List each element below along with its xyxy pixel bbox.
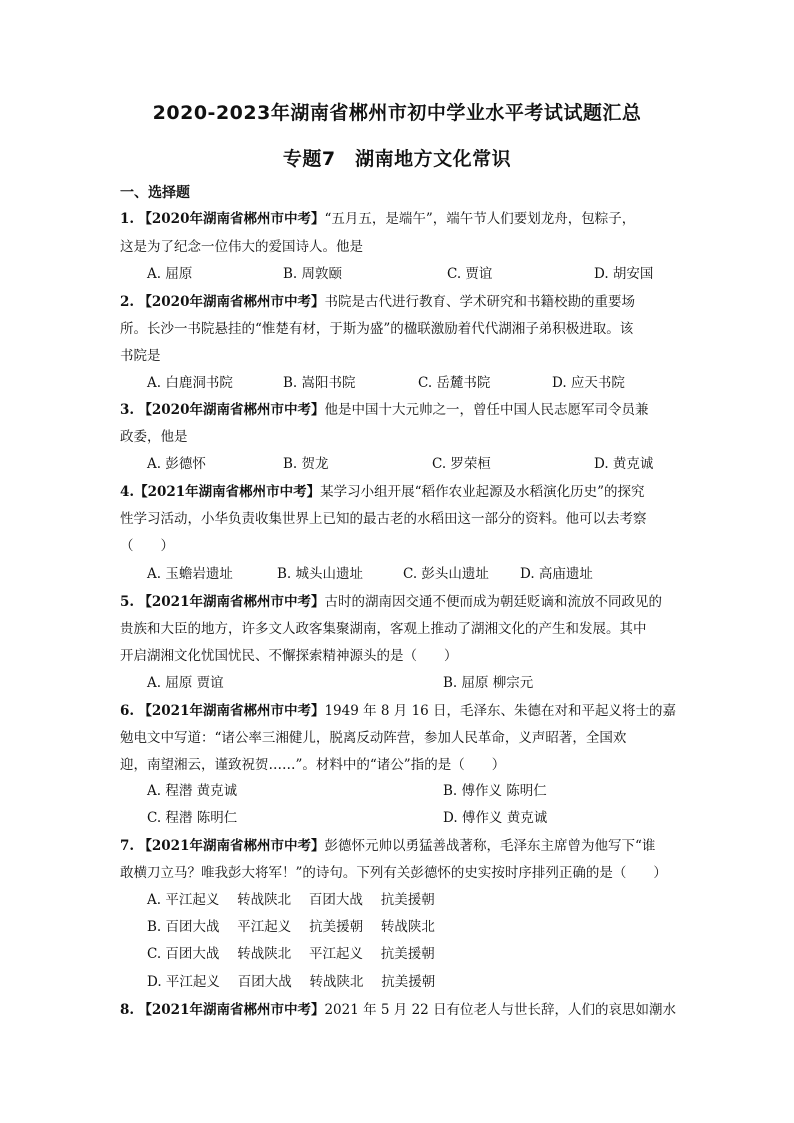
- question-number: 4.: [120, 484, 135, 500]
- question-2-line-3: 书院是: [120, 348, 161, 364]
- q5-option-b: B. 屈原 柳宗元: [443, 675, 534, 691]
- q6-option-b: B. 傅作义 陈明仁: [443, 783, 547, 799]
- question-source: 【2020年湖南省郴州市中考】: [138, 294, 325, 310]
- question-7-line-2: 敢横刀立马？唯我彭大将军！”的诗句。下列有关彭德怀的史实按时序排列正确的是（ ）: [120, 865, 667, 881]
- q3-option-b: B. 贺龙: [283, 456, 329, 472]
- question-text: 1949 年 8 月 16 日，毛泽东、朱德在对和平起义将士的嘉: [324, 703, 677, 719]
- q7-option-c: C. 百团大战 转战陕北 平江起义 抗美援朝: [147, 946, 435, 962]
- question-4-line-2: 性学习活动，小华负责收集世界上已知的最古老的水稻田这一部分的资料。他可以去考察: [120, 511, 647, 527]
- q1-option-b: B. 周敦颐: [283, 266, 343, 282]
- question-number: 5.: [120, 594, 135, 610]
- q1-option-d: D. 胡安国: [594, 266, 654, 282]
- question-6-line-2: 勉电文中写道：“诸公率三湘健儿，脱离反动阵营，参加人民革命，义声昭著，全国欢: [120, 730, 627, 746]
- q6-option-a: A. 程潜 黄克诚: [147, 783, 238, 799]
- question-7-line-1: [120, 837, 680, 855]
- q2-option-a: A. 白鹿洞书院: [147, 375, 233, 391]
- q6-option-d: D. 傅作义 黄克诚: [443, 810, 548, 826]
- question-5-line-2: 贵族和大臣的地方，许多文人政客集聚湖南，客观上推动了湖湘文化的产生和发展。其中: [120, 621, 647, 637]
- q3-option-d: D. 黄克诚: [594, 456, 654, 472]
- question-number: 8.: [120, 1002, 135, 1018]
- question-number: 3.: [120, 402, 135, 418]
- question-source: 【2021年湖南省郴州市中考】: [134, 484, 321, 500]
- question-text: 2021 年 5 月 22 日有位老人与世长辞，人们的哀思如潮水: [324, 1002, 677, 1018]
- question-2-line-2: 所。长沙一书院悬挂的“惟楚有材，于斯为盛”的楹联激励着代代湖湘子弟积极进取。该: [120, 321, 634, 337]
- question-8-line-1: [120, 1001, 680, 1019]
- question-text: 他是中国十大元帅之一，曾任中国人民志愿军司令员兼: [324, 402, 649, 418]
- question-source: 【2021年湖南省郴州市中考】: [138, 838, 325, 854]
- q3-option-a: A. 彭德怀: [147, 456, 206, 472]
- question-source: 【2021年湖南省郴州市中考】: [138, 1002, 325, 1018]
- question-2-line-1: [120, 293, 680, 311]
- question-number: 1.: [120, 211, 135, 227]
- q3-option-c: C. 罗荣桓: [432, 456, 491, 472]
- question-4-line-3: （ ）: [120, 538, 174, 554]
- question-source: 【2021年湖南省郴州市中考】: [138, 594, 325, 610]
- document-subtitle: 专题7 湖南地方文化常识: [282, 148, 512, 170]
- question-source: 【2021年湖南省郴州市中考】: [138, 703, 325, 719]
- question-source: 【2020年湖南省郴州市中考】: [138, 211, 325, 227]
- question-1-line-2: 这是为了纪念一位伟大的爱国诗人。他是: [120, 239, 363, 255]
- question-5-line-3: 开启湖湘文化忧国忧民、不懈探索精神源头的是（ ）: [120, 648, 458, 664]
- question-4-line-1: [120, 483, 680, 501]
- question-3-line-1: [120, 401, 680, 419]
- q2-option-b: B. 嵩阳书院: [283, 375, 356, 391]
- question-6-line-1: [120, 702, 680, 720]
- q7-option-b: B. 百团大战 平江起义 抗美援朝 转战陕北: [147, 919, 435, 935]
- q2-option-d: D. 应天书院: [552, 375, 625, 391]
- question-text: “五月五，是端午”，端午节人们要划龙舟，包粽子，: [324, 211, 636, 227]
- question-6-line-3: 迎，南望湘云，谨致祝贺……”。材料中的“诸公”指的是（ ）: [120, 757, 506, 773]
- question-text: 书院是古代进行教育、学术研究和书籍校勘的重要场: [324, 294, 635, 310]
- question-text: 古时的湖南因交通不便而成为朝廷贬谪和流放不同政见的: [324, 594, 662, 610]
- question-text: 彭德怀元帅以勇猛善战著称，毛泽东主席曾为他写下“谁: [324, 838, 656, 854]
- question-5-line-1: [120, 593, 680, 611]
- question-number: 7.: [120, 838, 135, 854]
- q1-option-c: C. 贾谊: [447, 266, 493, 282]
- question-number: 2.: [120, 294, 135, 310]
- section-heading: 一、选择题: [120, 185, 190, 201]
- document-title: 2020-2023年湖南省郴州市初中学业水平考试试题汇总: [152, 102, 642, 124]
- question-1-line-1: [120, 210, 680, 228]
- q6-option-c: C. 程潜 陈明仁: [147, 810, 238, 826]
- q4-option-c: C. 彭头山遗址: [403, 566, 489, 582]
- q7-option-d: D. 平江起义 百团大战 转战陕北 抗美援朝: [147, 974, 436, 990]
- question-text: 某学习小组开展“稻作农业起源及水稻演化历史”的探究: [320, 484, 645, 500]
- q7-option-a: A. 平江起义 转战陕北 百团大战 抗美援朝: [147, 892, 435, 908]
- q4-option-a: A. 玉蟾岩遗址: [147, 566, 233, 582]
- question-3-line-2: 政委，他是: [120, 429, 188, 445]
- q1-option-a: A. 屈原: [147, 266, 193, 282]
- q5-option-a: A. 屈原 贾谊: [147, 675, 224, 691]
- q2-option-c: C. 岳麓书院: [418, 375, 491, 391]
- question-source: 【2020年湖南省郴州市中考】: [138, 402, 325, 418]
- question-number: 6.: [120, 703, 135, 719]
- q4-option-b: B. 城头山遗址: [277, 566, 364, 582]
- q4-option-d: D. 高庙遗址: [520, 566, 593, 582]
